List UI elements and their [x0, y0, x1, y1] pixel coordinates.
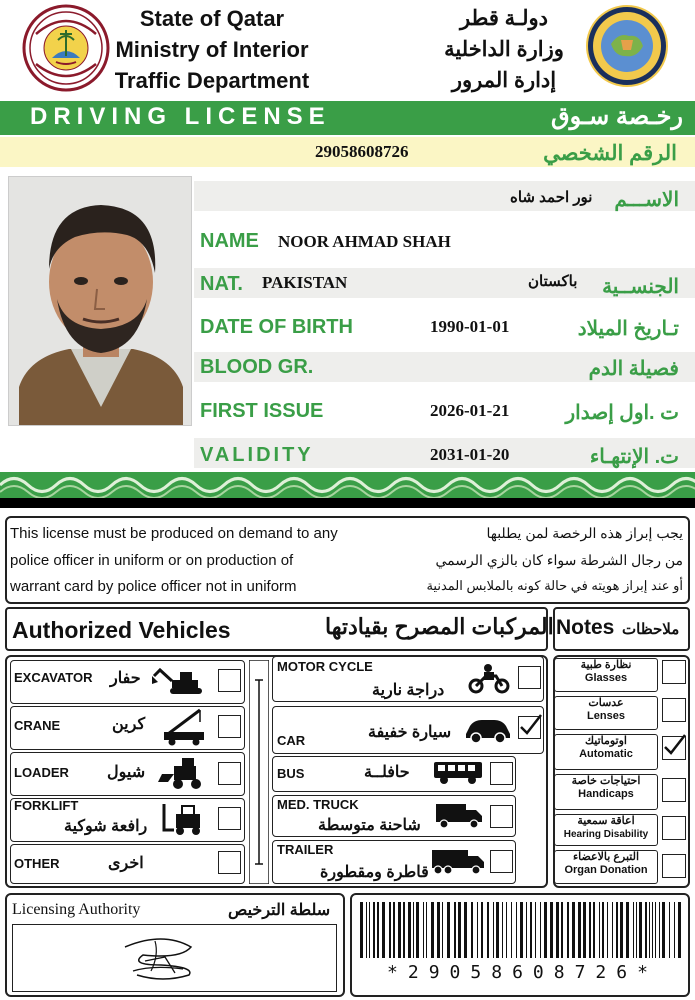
authorized-vehicles-title: Authorized Vehicles [12, 617, 231, 643]
terms-en-line-2: police officer in uniform or on production of [10, 552, 294, 569]
crane-icon [160, 706, 210, 746]
barcode-bar [369, 902, 370, 958]
barcode-bar [454, 902, 456, 958]
vehicle-label-bus: BUS [277, 766, 305, 781]
barcode-bar [556, 902, 559, 958]
first-issue-value: 2026-01-21 [430, 401, 510, 420]
barcode-bar [572, 902, 575, 958]
first-issue-ar-label: ت .اول إصدار [565, 402, 679, 424]
note-label-lenses: Lenses [587, 710, 625, 722]
vehicle-label-trailer: TRAILER [277, 842, 334, 857]
barcode-bar [481, 902, 483, 958]
barcode-bar [602, 902, 604, 958]
truck-icon [434, 802, 484, 830]
license-title: DRIVING LICENSE [30, 103, 331, 130]
barcode-bar [607, 902, 608, 958]
barcode-bar [393, 902, 395, 958]
nationality-ar-value: باكستان [528, 273, 578, 290]
vehicle-label-crane: CRANE [14, 718, 61, 733]
barcode-bar [413, 902, 414, 958]
terms-ar-line-3: أو عند إبراز هويته في حالة كونه بالملابس المدنية [426, 578, 683, 593]
license-title-ar: رخـصة سـوق [551, 103, 683, 130]
vehicle-checkbox-trailer[interactable] [490, 850, 513, 873]
loader-icon [156, 756, 210, 790]
terms-ar-line-1: يجب إبراز هذه الرخصة لمن يطلبها [486, 525, 683, 541]
barcode-bar [431, 902, 434, 958]
vehicle-checkbox-motorcycle[interactable] [518, 666, 541, 689]
barcode-bar [659, 902, 660, 958]
card-divider [0, 498, 695, 508]
holder-photo [8, 176, 192, 426]
portrait-image [9, 177, 192, 426]
barcode-bar [626, 902, 629, 958]
header-en-line-2: Ministry of Interior [115, 37, 309, 62]
note-label-ar-handicaps: احتياجات خاصة [571, 775, 641, 787]
first-issue-label: FIRST ISSUE [200, 400, 324, 422]
dob-value: 1990-01-01 [430, 317, 510, 336]
vehicle-label-ar-trailer: قاطرة ومقطورة [320, 864, 429, 881]
barcode-bar [662, 902, 665, 958]
barcode-bar [620, 902, 623, 958]
note-label-hearing: Hearing Disability [563, 829, 649, 840]
signature-image [13, 925, 336, 991]
barcode-bar [530, 902, 532, 958]
vehicle-label-ar-bus: حافلــة [364, 764, 410, 781]
barcode-bar [373, 902, 375, 958]
barcode-bar [511, 902, 512, 958]
note-label-ar-hearing: اعاقة سمعية [577, 815, 635, 827]
vehicle-label-ar-forklift: رافعة شوكية [64, 818, 148, 835]
vehicle-checkbox-crane[interactable] [218, 715, 241, 738]
note-checkbox-lenses[interactable] [662, 698, 686, 722]
barcode-bar [578, 902, 581, 958]
barcode-bar [612, 902, 613, 958]
name-ar-value: نور احمد شاه [510, 189, 593, 206]
barcode-bar [636, 902, 637, 958]
note-label-ar-automatic: اوتوماتيك [584, 735, 627, 747]
id-number: 29058608726 [315, 142, 409, 161]
barcode-bar [616, 902, 618, 958]
vehicle-checkbox-loader[interactable] [218, 762, 241, 785]
vehicle-label-excavator: EXCAVATOR [14, 670, 93, 685]
barcode-bar [416, 902, 419, 958]
barcode-bar [526, 902, 527, 958]
name-ar-label: الاســـم [614, 189, 679, 211]
barcode-bar [520, 902, 523, 958]
note-label-automatic: Automatic [579, 748, 633, 760]
barcode-bar [464, 902, 467, 958]
barcode-bar [493, 902, 494, 958]
vehicle-label-ar-car: سيارة خفيفة [368, 724, 452, 741]
note-checkbox-handicaps[interactable] [662, 778, 686, 802]
vehicle-label-ar-med-truck: شاحنة متوسطة [318, 817, 421, 834]
note-label-organ-donation: Organ Donation [564, 864, 648, 876]
vehicle-label-ar-excavator: حفار [110, 670, 141, 687]
vehicle-label-car: CAR [277, 733, 306, 748]
motorcycle-icon [468, 662, 510, 694]
vehicle-label-motorcycle: MOTOR CYCLE [277, 659, 373, 674]
barcode-bar [674, 902, 675, 958]
barcode-bar [403, 902, 405, 958]
nationality-label: NAT. [200, 273, 243, 295]
barcode-bar [516, 902, 517, 958]
check-mark-icon [517, 713, 543, 737]
vehicle-checkbox-car[interactable] [518, 716, 541, 739]
barcode-bar [471, 902, 473, 958]
barcode-bar [655, 902, 656, 958]
name-label: NAME [200, 230, 259, 252]
blood-group-label: BLOOD GR. [200, 356, 314, 378]
vehicle-checkbox-other[interactable] [218, 851, 241, 874]
validity-label: VALIDITY [200, 444, 314, 466]
trailer-icon [430, 848, 486, 876]
note-glasses [554, 658, 658, 692]
name-value: NOOR AHMAD SHAH [278, 232, 451, 251]
note-label-ar-organ-donation: التبرع بالاعضاء [572, 851, 640, 863]
nationality-ar-label: الجنســية [602, 276, 679, 298]
barcode-bar [447, 902, 450, 958]
check-mark-icon [661, 733, 687, 757]
notes-title: Notes [556, 616, 615, 639]
forklift-icon [160, 802, 210, 836]
barcode-bar [652, 902, 653, 958]
barcode-bar [593, 902, 595, 958]
car-icon [464, 716, 512, 744]
signature-area [12, 924, 337, 992]
note-checkbox-glasses[interactable] [662, 660, 686, 684]
vehicle-checkbox-med-truck[interactable] [490, 805, 513, 828]
vehicle-label-loader: LOADER [14, 765, 69, 780]
terms-ar-line-2: من رجال الشرطة سواء كان بالزي الرسمي [435, 552, 683, 568]
vehicle-label-forklift: FORKLIFT [14, 798, 79, 813]
decorative-wave-border [0, 472, 695, 498]
gcc-emblem-icon [585, 4, 669, 88]
barcode-bar [535, 902, 536, 958]
barcode-bar [398, 902, 401, 958]
licensing-authority-label: Licensing Authority [12, 901, 141, 918]
barcode-bar [561, 902, 563, 958]
barcode-bar [458, 902, 461, 958]
barcode-bar [550, 902, 553, 958]
licensing-authority-label-ar: سلطة الترخيص [228, 902, 331, 919]
barcode-bar [426, 902, 427, 958]
barcode-bar [437, 902, 440, 958]
barcode-bar [502, 902, 503, 958]
barcode-bar [496, 902, 499, 958]
header-ar-line-1: دولـة قطر [460, 7, 548, 30]
note-label-ar-glasses: نظارة طبية [580, 659, 632, 671]
barcode-bar [382, 902, 385, 958]
barcode-bar [678, 902, 681, 958]
barcode-bar [487, 902, 489, 958]
note-automatic [554, 734, 658, 770]
validity-value: 2031-01-20 [430, 445, 510, 464]
barcode-bar [639, 902, 642, 958]
barcode-bar [633, 902, 634, 958]
vehicle-label-ar-motorcycle: دراجة نارية [372, 682, 445, 699]
terms-en-line-1: This license must be produced on demand to any [10, 525, 338, 542]
id-label-ar: الرقم الشخصي [543, 142, 677, 165]
barcode-bar [669, 902, 670, 958]
note-organ-donation [554, 850, 658, 884]
terms-en-line-3: warrant card by police officer not in uniform [10, 578, 297, 595]
barcode-bar [389, 902, 391, 958]
note-label-ar-lenses: عدسات [588, 697, 624, 709]
vehicle-label-med-truck: MED. TRUCK [277, 797, 359, 812]
barcode-bar [377, 902, 379, 958]
barcode-bar [567, 902, 569, 958]
barcode-bar [589, 902, 591, 958]
bus-icon [432, 760, 484, 786]
barcode [358, 902, 684, 960]
note-handicaps [554, 774, 658, 810]
barcode-bar [583, 902, 586, 958]
vehicle-label-ar-other: اخرى [108, 855, 144, 872]
barcode-bar [649, 902, 650, 958]
bracket-divider [249, 660, 269, 884]
notes-title-ar: ملاحظات [622, 621, 680, 638]
header-ar-line-3: إدارة المرور [451, 69, 557, 92]
barcode-number: *29058608726* [387, 962, 658, 983]
note-lenses [554, 696, 658, 730]
note-checkbox-organ-donation[interactable] [662, 854, 686, 878]
authorized-vehicles-title-ar: المركبات المصرح بقيادتها [325, 614, 554, 639]
note-hearing [554, 814, 658, 846]
barcode-bar [408, 902, 411, 958]
note-checkbox-hearing[interactable] [662, 816, 686, 840]
barcode-bar [360, 902, 363, 958]
nationality-value: PAKISTAN [262, 273, 348, 292]
vehicle-label-ar-crane: كرين [112, 716, 146, 733]
dob-label: DATE OF BIRTH [200, 316, 353, 338]
barcode-bar [366, 902, 367, 958]
dob-ar-label: تـاريخ الميلاد [577, 318, 679, 340]
vehicle-checkbox-forklift[interactable] [218, 807, 241, 830]
vehicle-label-ar-loader: شيول [107, 764, 146, 781]
blood-group-ar-label: فصيلة الدم [588, 358, 679, 380]
qatar-emblem-icon [22, 4, 110, 92]
header-ar-line-2: وزارة الداخلية [444, 38, 564, 61]
note-label-glasses: Glasses [584, 672, 628, 684]
barcode-bar [477, 902, 478, 958]
vehicle-label-other: OTHER [14, 856, 60, 871]
note-checkbox-automatic[interactable] [662, 736, 686, 760]
vehicle-checkbox-excavator[interactable] [218, 669, 241, 692]
barcode-bar [599, 902, 600, 958]
note-label-handicaps: Handicaps [578, 788, 634, 800]
barcode-bar [442, 902, 443, 958]
header-en-line-3: Traffic Department [114, 68, 310, 93]
excavator-icon [150, 666, 208, 696]
barcode-bar [645, 902, 647, 958]
barcode-bar [423, 902, 424, 958]
vehicle-checkbox-bus[interactable] [490, 762, 513, 785]
validity-ar-label: ت. الإنتهـاء [589, 446, 679, 468]
barcode-bar [506, 902, 507, 958]
header-en-line-1: State of Qatar [139, 6, 285, 31]
barcode-bar [544, 902, 547, 958]
barcode-bar [540, 902, 541, 958]
